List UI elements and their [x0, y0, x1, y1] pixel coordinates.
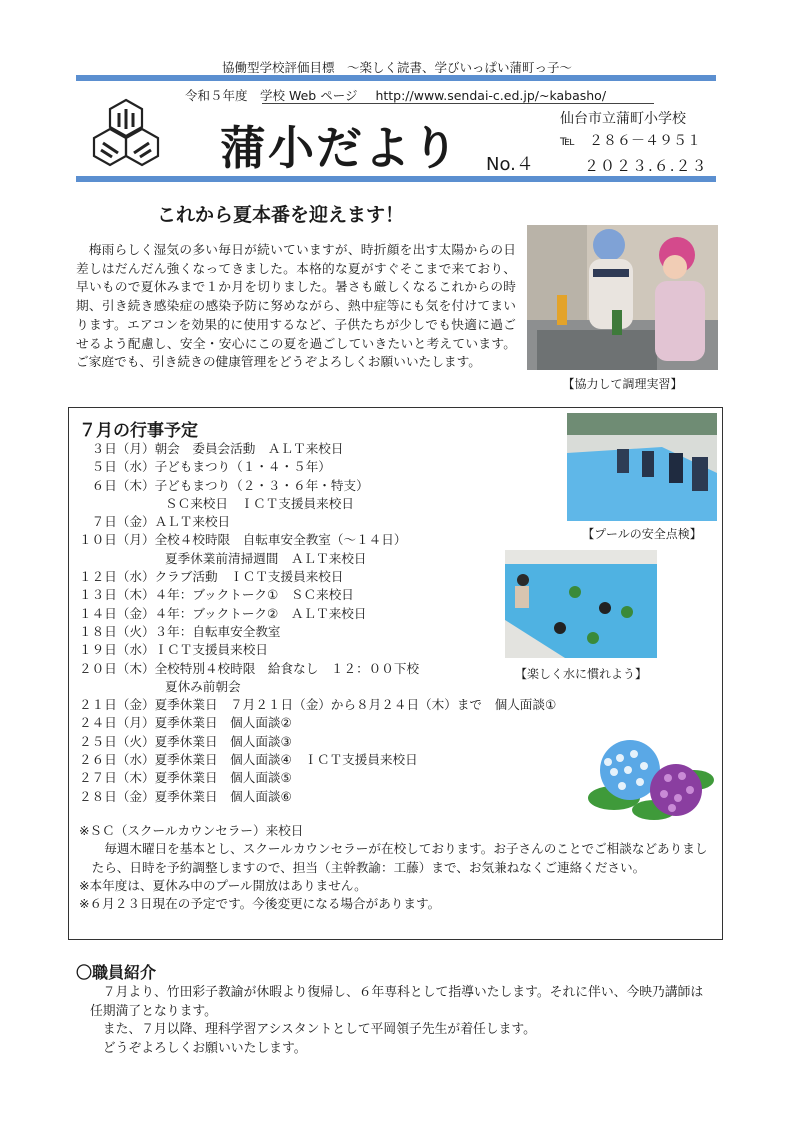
- staff-paragraph: どうぞよろしくお願いいたします。: [102, 1040, 307, 1056]
- header-rule-top: [76, 75, 716, 81]
- staff-paragraph: ７月より、竹田彩子教諭が休暇より復帰し、６年専科として指導いたします。それに伴い、今映乃講師は任期満了となります。: [90, 985, 704, 1019]
- year-label: 令和５年度 学校 Web ページ: [185, 88, 358, 103]
- event-item: ２１日（金）夏季休業日 ７月２１日（金）から８月２４日（木）まで 個人面談①: [79, 697, 557, 713]
- event-item: １８日（火）３年：自転車安全教室: [79, 623, 281, 639]
- school-name: 仙台市立蒲町小学校: [560, 111, 686, 127]
- pool-safety-caption: 【プールの安全点検】: [582, 527, 702, 541]
- event-item: ２７日（木）夏季休業日 個人面談⑤: [79, 770, 292, 786]
- sc-note-title: ※ＳＣ（スクールカウンセラー）来校日: [79, 823, 304, 838]
- event-item: １２日（水）クラブ活動 ＩＣＴ支援員来校日: [79, 569, 344, 585]
- event-item: １０日（月）全校４校時限 自転車安全教室（～１４日）: [79, 532, 407, 548]
- event-item: 夏季休業前清掃週間 ＡＬＴ来校日: [165, 550, 367, 566]
- url-underline: [262, 103, 654, 104]
- cooking-class-photo: [527, 225, 718, 370]
- event-item: １３日（木）４年：ブックトーク① ＳＣ来校日: [79, 587, 354, 603]
- staff-section-title: 〇職員紹介: [76, 963, 157, 982]
- article-headline: これから夏本番を迎えます！: [157, 204, 405, 226]
- school-phone: ℡ ２８６－４９５１: [560, 133, 702, 149]
- schedule-title: ７月の行事予定: [79, 421, 198, 441]
- event-item: ２６日（水）夏季休業日 個人面談④ ＩＣＴ支援員来校日: [79, 752, 418, 768]
- school-url-link[interactable]: http://www.sendai-c.ed.jp/~kabasho/: [375, 88, 607, 103]
- event-item: ＳＣ来校日 ＩＣＴ支援員来校日: [165, 495, 354, 511]
- issue-date: ２０２３.６.２３: [584, 157, 708, 175]
- event-item: ３日（月）朝会 委員会活動 ＡＬＴ来校日: [79, 441, 344, 456]
- staff-section-body: [90, 984, 710, 1058]
- header-rule-bottom: [76, 176, 716, 182]
- event-item: 夏休み前朝会: [165, 678, 241, 694]
- newsletter-title: 蒲小だより: [220, 121, 460, 175]
- school-emblem-logo: [90, 97, 162, 169]
- event-item: ５日（水）子どもまつり（１・４・５年）: [79, 459, 331, 475]
- pool-safety-photo: [567, 413, 717, 521]
- web-page-line: [185, 86, 606, 104]
- event-item: ２０日（木）全校特別４校時限 給食なし １２：００下校: [79, 660, 420, 676]
- sc-note-body: 毎週木曜日を基本とし、スクールカウンセラーが在校しております。お子さんのことでご相談などありましたら、日時を予約調整しますので、担当（主幹教諭：工藤）まで、お気兼ねなくご連絡ください。: [91, 841, 708, 875]
- event-item: １４日（金）４年：ブックトーク② ＡＬＴ来校日: [79, 605, 367, 621]
- school-motto: 協働型学校評価目標 ～楽しく読書、学びいっぱい蒲町っ子～: [221, 60, 572, 75]
- event-item: １９日（水）ＩＣＴ支援員来校日: [79, 642, 268, 658]
- cooking-photo-caption: 【協力して調理実習】: [562, 377, 683, 391]
- event-item: ２５日（火）夏季休業日 個人面談③: [79, 733, 292, 749]
- schedule-notes: [79, 822, 719, 913]
- article-body: 梅雨らしく湿気の多い毎日が続いていますが、時折顔を出す太陽からの日差しはだんだん強くなってきました。本格的な夏がすぐそこまで来ており、早いもので夏休みまで１か月を切りました。暑さも厳しくなるこれからの時期、引き続き感染症の感染予防に努めながら、熱中症等にも気を付けてまいります。エアコンを効果的に使用するなど、子供たちが少しでも快適に過ごせるよう配慮し、安全・安心にこの夏を過ごしていきたいと考えています。ご家庭でも、引き続きの健康管理をどうぞよろしくお願いいたします。: [76, 242, 516, 370]
- hydrangea-illustration: [584, 738, 716, 826]
- swimming-class-photo: [505, 550, 657, 658]
- schedule-change-note: ※６月２３日現在の予定です。今後変更になる場合があります。: [79, 896, 441, 912]
- staff-paragraph: また、７月以降、理科学習アシスタントとして平岡領子先生が着任します。: [102, 1022, 536, 1037]
- event-item: ７日（金）ＡＬＴ来校日: [79, 514, 231, 530]
- swimming-photo-caption: 【楽しく水に慣れよう】: [514, 667, 647, 681]
- pool-note: ※本年度は、夏休み中のプール開放はありません。: [79, 877, 367, 893]
- event-item: ６日（木）子どもまつり（２・３・６年・特支）: [79, 477, 369, 493]
- issue-number: No.４: [486, 154, 534, 175]
- event-item: ２４日（月）夏季休業日 個人面談②: [79, 715, 292, 731]
- event-item: ２８日（金）夏季休業日 個人面談⑥: [79, 788, 292, 804]
